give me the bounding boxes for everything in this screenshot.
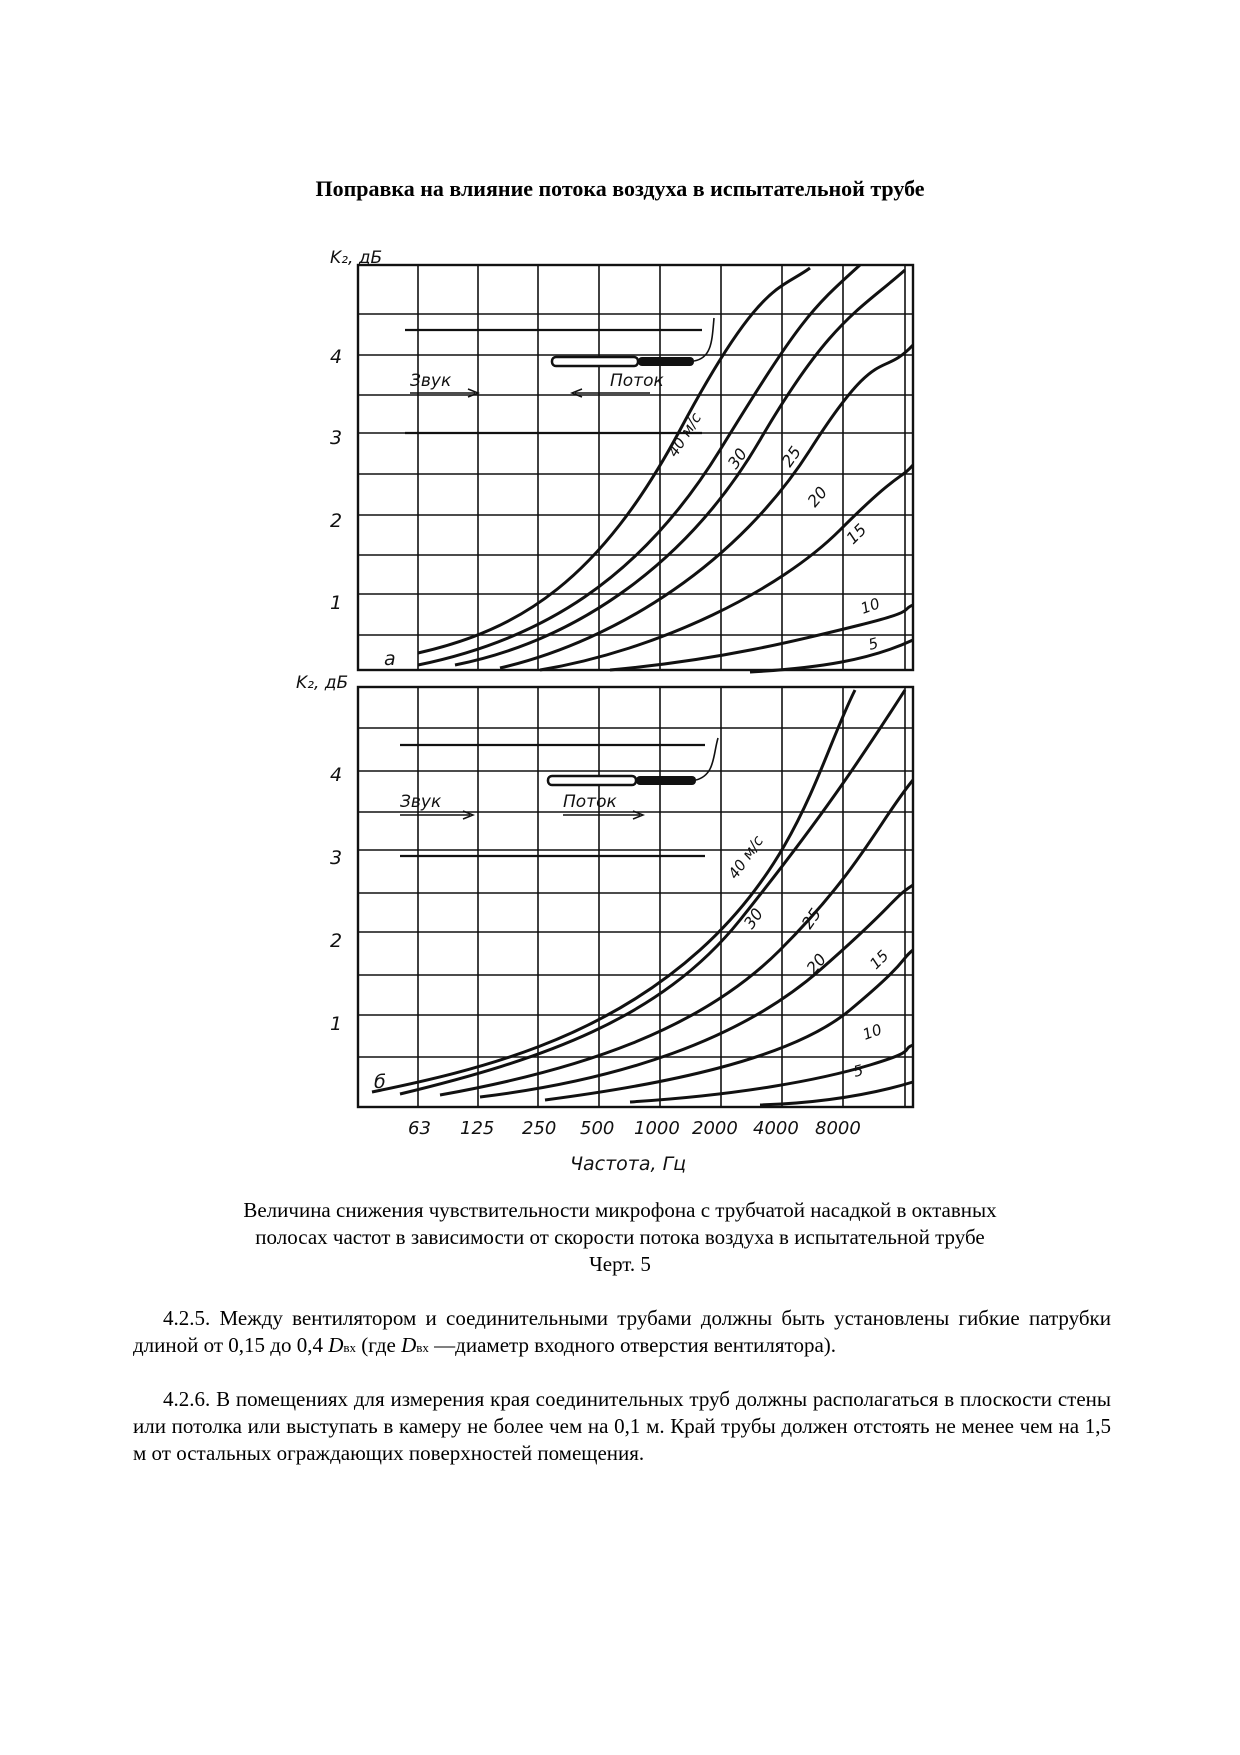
panel-a-curve-label-40: 40 м/с [664,409,706,461]
panel-b-y-ticks [330,764,342,1035]
x-axis-ticks [408,1118,861,1139]
panel-b-curve-label-40: 40 м/с [724,832,768,883]
d-subscript-2: вх [416,1340,429,1355]
panel-a-ylabel: K₂, дБ [330,248,383,268]
figure-caption-line-1: Величина снижения чувствительности микрофона с трубчатой насадкой в октавных [243,1198,997,1222]
panel-b-ytick-3: 3 [330,847,343,869]
figure-caption-line-2: полосах частот в зависимости от скорости потока воздуха в испытательной трубе [255,1225,985,1249]
panel-a-inset [405,318,714,433]
panel-a-sound-label: Звук [410,371,452,391]
d-symbol-1: D [328,1333,344,1357]
panel-a-grid [358,265,913,670]
xtick-63: 63 [408,1118,431,1139]
xtick-500: 500 [580,1118,615,1139]
panel-a-ytick-2: 2 [330,510,343,532]
panel-a-curve-label-10: 10 [858,594,883,618]
panel-a-y-ticks [330,346,342,614]
panel-a-curve-label-30: 30 [723,444,751,473]
xtick-125: 125 [460,1118,495,1139]
xtick-8000: 8000 [815,1118,861,1139]
p425-text-1: 4.2.5. Между вентилятором и соединительными трубами должны быть установлены гибкие патрубки длиной от 0,15 до 0,4 [133,1306,1111,1357]
panel-b-inset [400,738,718,856]
xtick-4000: 4000 [753,1118,799,1139]
panel-b-chart [296,673,913,1107]
p425-text-3: —диаметр входного отверстия вентилятора). [428,1333,837,1357]
xtick-250: 250 [522,1118,557,1139]
panel-b-letter: б [374,1071,386,1093]
panel-b-ytick-4: 4 [330,764,343,786]
figure-number: Черт. 5 [589,1252,651,1276]
panel-a-curve-label-15: 15 [842,519,871,548]
panel-b-ylabel: K₂, дБ [296,673,349,693]
panel-b-curve-label-30: 30 [739,904,767,933]
x-axis-label: Частота, Гц [570,1153,687,1175]
panel-a-letter: а [384,648,396,670]
d-symbol-2: D [401,1333,417,1357]
panel-a-flow-label: Поток [610,371,664,391]
p425-text-2: (где [356,1333,402,1357]
paragraph-4-2-6 [133,1386,1111,1467]
panel-a-curve-20 [500,345,913,668]
panel-a-curve-label-20: 20 [803,482,832,511]
panel-a-curve-label-25: 25 [777,442,805,471]
panel-a-ytick-1: 1 [330,592,343,614]
panel-b-flow-label: Поток [563,792,617,812]
panel-a-microphone [638,357,694,366]
d-subscript-1: вх [343,1340,357,1355]
panel-b-tube [548,776,636,785]
panel-b-curves [372,690,913,1105]
panel-b-curve-label-10: 10 [860,1020,885,1044]
panel-b-microphone [636,776,696,785]
panel-a-curve-15 [540,465,913,670]
paragraph-4-2-5 [133,1305,1111,1361]
panel-b-curve-label-15: 15 [866,946,893,973]
panel-a-chart [330,248,913,672]
panel-a-curves [418,265,913,672]
panel-b-curve-20 [480,885,913,1097]
panel-b-ytick-1: 1 [330,1013,343,1035]
panel-b-curve-25 [440,780,913,1095]
xtick-1000: 1000 [634,1118,680,1139]
page-title: Поправка на влияние потока воздуха в испытательной трубе [315,176,925,201]
xtick-2000: 2000 [692,1118,738,1139]
panel-a-frame [358,265,913,670]
panel-b-curve-label-5: 5 [851,1061,866,1081]
panel-b-ytick-2: 2 [330,930,343,952]
panel-b-curve-label-25: 25 [797,904,825,933]
panel-b-sound-label: Звук [400,792,442,812]
panel-a-ytick-4: 4 [330,346,343,368]
panel-a-curve-label-5: 5 [866,634,881,654]
panel-a-tube [552,357,638,366]
p426-text: 4.2.6. В помещениях для измерения края соединительных труб должны располагаться в плоскости стены или потолка или выступать в камеру не более чем на 0,1 м. Край трубы должен отстоять не менее чем на 1,5 м от остальных ограждающих поверхностей помещения. [133,1387,1111,1465]
panel-a-ytick-3: 3 [330,427,343,449]
panel-b-curve-label-20: 20 [802,949,831,978]
